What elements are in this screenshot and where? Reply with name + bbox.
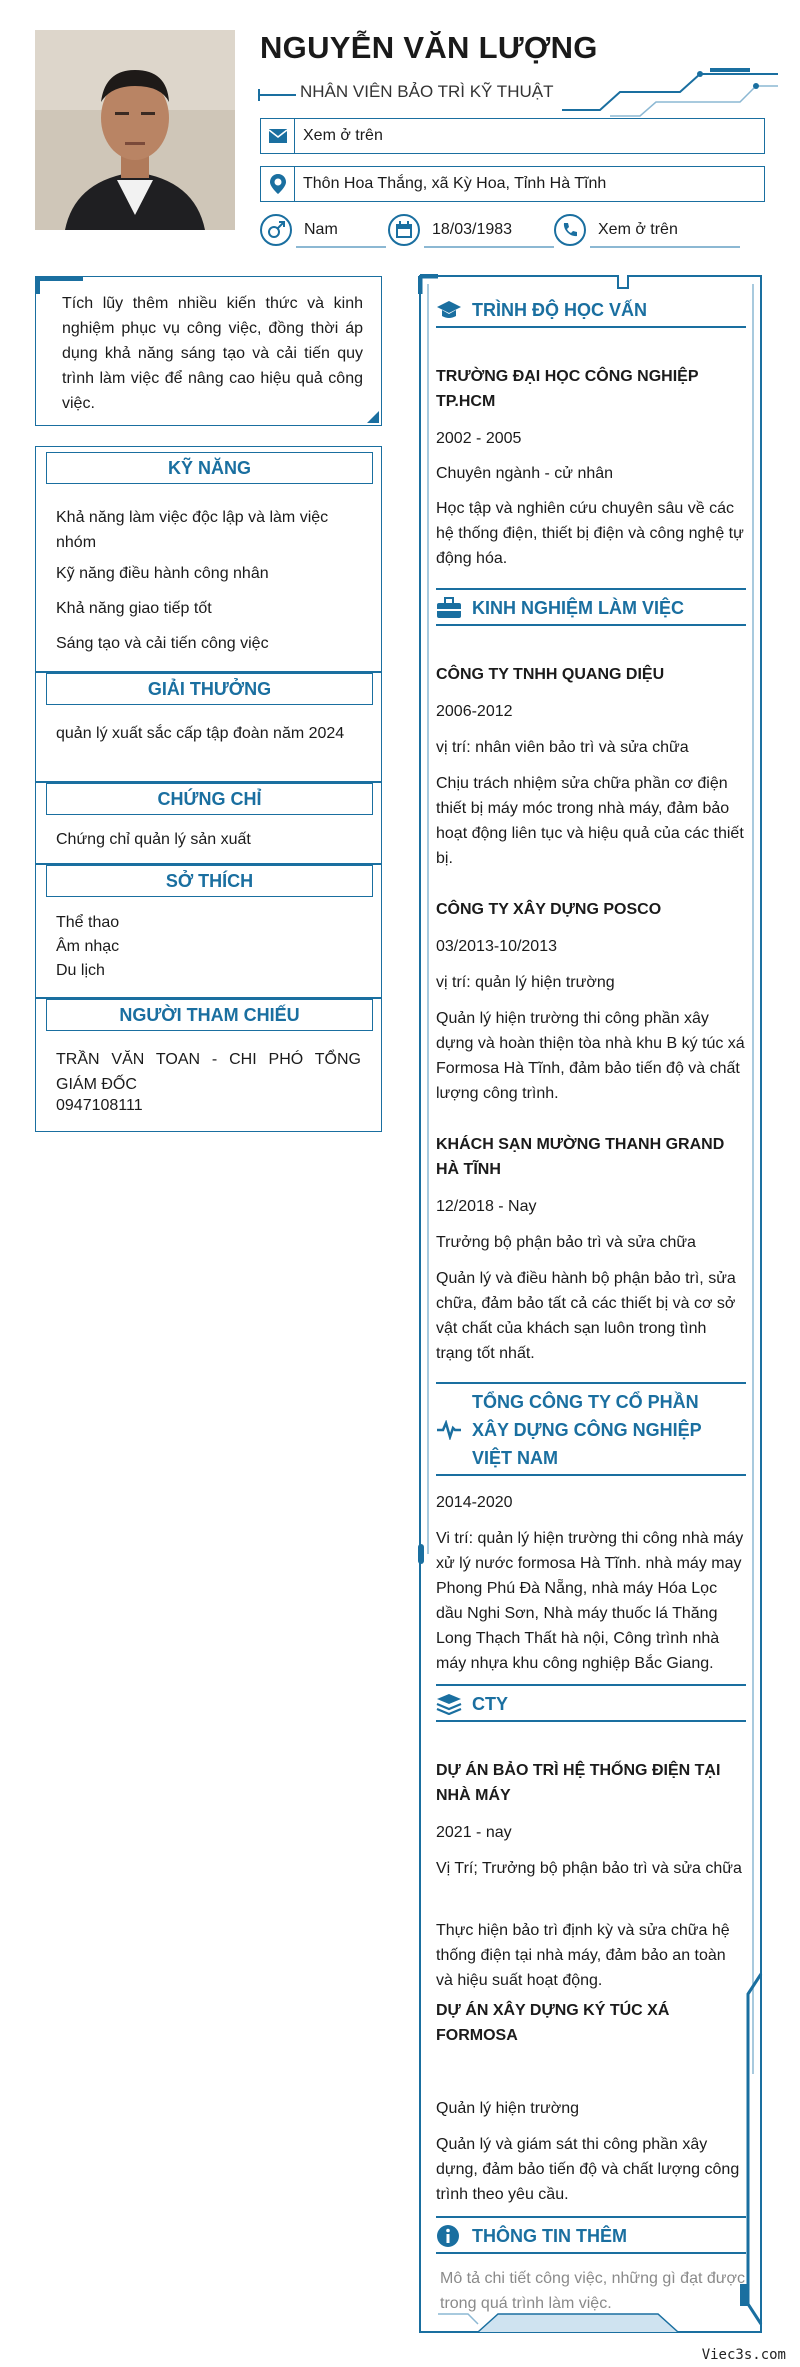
job-description: Quản lý hiện trường thi công phần xây dựng và hoàn thiện tòa nhà khu B ký túc xá Formosa Hà Tĩnh, đảm bảo tiến độ và chất lượng công trình.: [436, 1010, 745, 1102]
career-objective-text: Tích lũy thêm nhiều kiến thức và kinh nghiệm phục vụ công việc, đồng thời áp dụng khả năng sáng tạo và cải tiến quy trình làm việc để nâng cao hiệu quả công việc.: [62, 295, 363, 412]
skill-item: Khả năng làm việc độc lập và làm việc nhóm: [56, 509, 329, 551]
title-divider-line: [260, 94, 296, 96]
reference-phone: 0947108111: [56, 1097, 143, 1114]
website-item: [554, 210, 678, 250]
education-heading: [436, 294, 746, 328]
section-top-line: [436, 588, 746, 590]
extra-info-placeholder[interactable]: Mô tả chi tiết công việc, những gì đạt được trong quá trình làm việc.: [440, 2270, 745, 2312]
gender-item: [260, 210, 338, 250]
job-period: 03/2013-10/2013: [436, 938, 557, 955]
award-text: quản lý xuất sắc cấp tập đoàn năm 2024: [56, 725, 345, 742]
skills-heading: KỸ NĂNG: [46, 452, 373, 484]
job-title: NHÂN VIÊN BẢO TRÌ KỸ THUẬT: [300, 82, 554, 101]
objective-corner-triangle: [367, 411, 379, 423]
section-top-line: [436, 1382, 746, 1384]
gender-underline: [296, 246, 386, 248]
job-period: 12/2018 - Nay: [436, 1198, 537, 1215]
map-pin-icon: [261, 167, 295, 201]
left-info-panel: [35, 446, 382, 1132]
candidate-name: NGUYỄN VĂN LƯỢNG: [260, 30, 598, 65]
extra-info-title: THÔNG TIN THÊM: [472, 2225, 627, 2246]
construction-heading: [436, 1386, 746, 1476]
construction-period: 2014-2020: [436, 1494, 513, 1511]
envelope-icon: [261, 119, 295, 153]
section-top-line: [436, 1684, 746, 1686]
project-description: Thực hiện bảo trì định kỳ và sửa chữa hệ thống điện tại nhà máy, đảm bảo an toàn và hiệu suất hoạt động.: [436, 1922, 730, 1989]
job-company: CÔNG TY TNHH QUANG DIỆU: [436, 666, 665, 683]
job-company: KHÁCH SẠN MƯỜNG THANH GRAND HÀ TĨNH: [436, 1136, 725, 1178]
projects-heading: [436, 1688, 746, 1722]
stacked-layers-icon: [436, 1691, 466, 1717]
gender-value: Nam: [304, 221, 338, 238]
dob-underline: [424, 246, 554, 248]
address-row: [260, 166, 765, 202]
education-school: TRƯỜNG ĐẠI HỌC CÔNG NGHIỆP TP.HCM: [436, 368, 699, 410]
objective-corner-decoration: [35, 276, 83, 294]
education-major: Chuyên ngành - cử nhân: [436, 465, 614, 482]
certificates-heading: CHỨNG CHỈ: [46, 783, 373, 815]
certificate-text: Chứng chỉ quản lý sản xuất: [56, 831, 251, 848]
section-top-line: [436, 2216, 746, 2218]
gender-icon: [260, 214, 292, 246]
address-value: Thôn Hoa Thắng, xã Kỳ Hoa, Tỉnh Hà Tĩnh: [303, 175, 607, 192]
experience-title: KINH NGHIỆM LÀM VIỆC: [472, 597, 685, 618]
website-value[interactable]: Xem ở trên: [598, 221, 678, 238]
skill-item: Sáng tạo và cải tiến công việc: [56, 635, 269, 652]
projects-title: CTY: [472, 1693, 508, 1714]
project-role: Quản lý hiện trường: [436, 2100, 580, 2117]
project-period: 2021 - nay: [436, 1824, 512, 1841]
avatar-portrait-icon: [35, 30, 235, 230]
right-content-panel: [418, 274, 763, 2336]
skill-item: Khả năng giao tiếp tốt: [56, 600, 212, 617]
calendar-icon: [388, 214, 420, 246]
hobbies-heading: SỞ THÍCH: [46, 865, 373, 897]
education-title: TRÌNH ĐỘ HỌC VẤN: [472, 299, 647, 320]
dob-item: [388, 210, 512, 250]
briefcase-icon: [436, 595, 466, 621]
graduation-cap-icon: [436, 297, 466, 323]
pulse-line-icon: [436, 1417, 466, 1443]
website-underline: [590, 246, 740, 248]
hobby-item: Thể thao: [56, 914, 120, 931]
circuit-decoration-icon: [560, 68, 780, 120]
project-role: Vị Trí; Trưởng bộ phận bảo trì và sửa chữa: [436, 1860, 742, 1877]
hobby-item: Âm nhạc: [56, 938, 120, 955]
education-period: 2002 - 2005: [436, 430, 522, 447]
reference-person: TRẦN VĂN TOAN - CHI PHÓ TỔNG GIÁM ĐỐC: [56, 1051, 361, 1093]
construction-title: TỔNG CÔNG TY CỔ PHẦN XÂY DỰNG CÔNG NGHIỆP VIỆT NAM: [472, 1392, 702, 1468]
email-value[interactable]: Xem ở trên: [303, 127, 383, 144]
experience-heading: [436, 592, 746, 626]
education-description: Học tập và nghiên cứu chuyên sâu về các hệ thống điện, thiết bị điện và công nghệ tự động hóa.: [436, 500, 744, 567]
phone-icon: [554, 214, 586, 246]
hobby-item: Du lịch: [56, 962, 105, 979]
watermark: Viec3s.com: [701, 2347, 786, 2363]
project-name: DỰ ÁN BẢO TRÌ HỆ THỐNG ĐIỆN TẠI NHÀ MÁY: [436, 1762, 721, 1804]
job-role: Trưởng bộ phận bảo trì và sửa chữa: [436, 1234, 696, 1251]
job-period: 2006-2012: [436, 703, 513, 720]
skill-item: Kỹ năng điều hành công nhân: [56, 565, 269, 582]
job-role: vị trí: quản lý hiện trường: [436, 974, 615, 991]
extra-info-heading: [436, 2220, 746, 2254]
job-role: vị trí: nhân viên bảo trì và sửa chữa: [436, 739, 689, 756]
job-description: Quản lý và điều hành bộ phận bảo trì, sửa chữa, đảm bảo tất cả các thiết bị và cơ sở vật chất của khách sạn luôn trong tình trạng tốt nhất.: [436, 1270, 736, 1362]
job-company: CÔNG TY XÂY DỰNG POSCO: [436, 901, 662, 918]
info-icon: [436, 2223, 466, 2249]
career-objective-box: [35, 276, 382, 426]
job-description: Chịu trách nhiệm sửa chữa phần cơ điện thiết bị máy móc trong nhà máy, đảm bảo hoạt động liên tục và hiệu quả của các thiết bị.: [436, 775, 744, 867]
project-description: Quản lý và giám sát thi công phần xây dựng, đảm bảo tiến độ và chất lượng công trình theo yêu cầu.: [436, 2136, 740, 2203]
construction-description: Vi trí: quản lý hiện trường thi công nhà máy xử lý nước formosa Hà Tĩnh. nhà máy may Phong Phú Đà Nẵng, nhà máy Hóa Lọc dầu Nghi Sơn, Nhà máy thuốc lá Thăng Long Thạch Thất hà nội, Công trình nhà máy nhựa khu công nghiệp Bắc Giang.: [436, 1530, 744, 1672]
email-row: [260, 118, 765, 154]
awards-heading: GIẢI THƯỞNG: [46, 673, 373, 705]
dob-value: 18/03/1983: [432, 221, 513, 238]
references-heading: NGƯỜI THAM CHIẾU: [46, 999, 373, 1031]
profile-photo: [35, 30, 235, 230]
project-name: DỰ ÁN XÂY DỰNG KÝ TÚC XÁ FORMOSA: [436, 2002, 670, 2044]
